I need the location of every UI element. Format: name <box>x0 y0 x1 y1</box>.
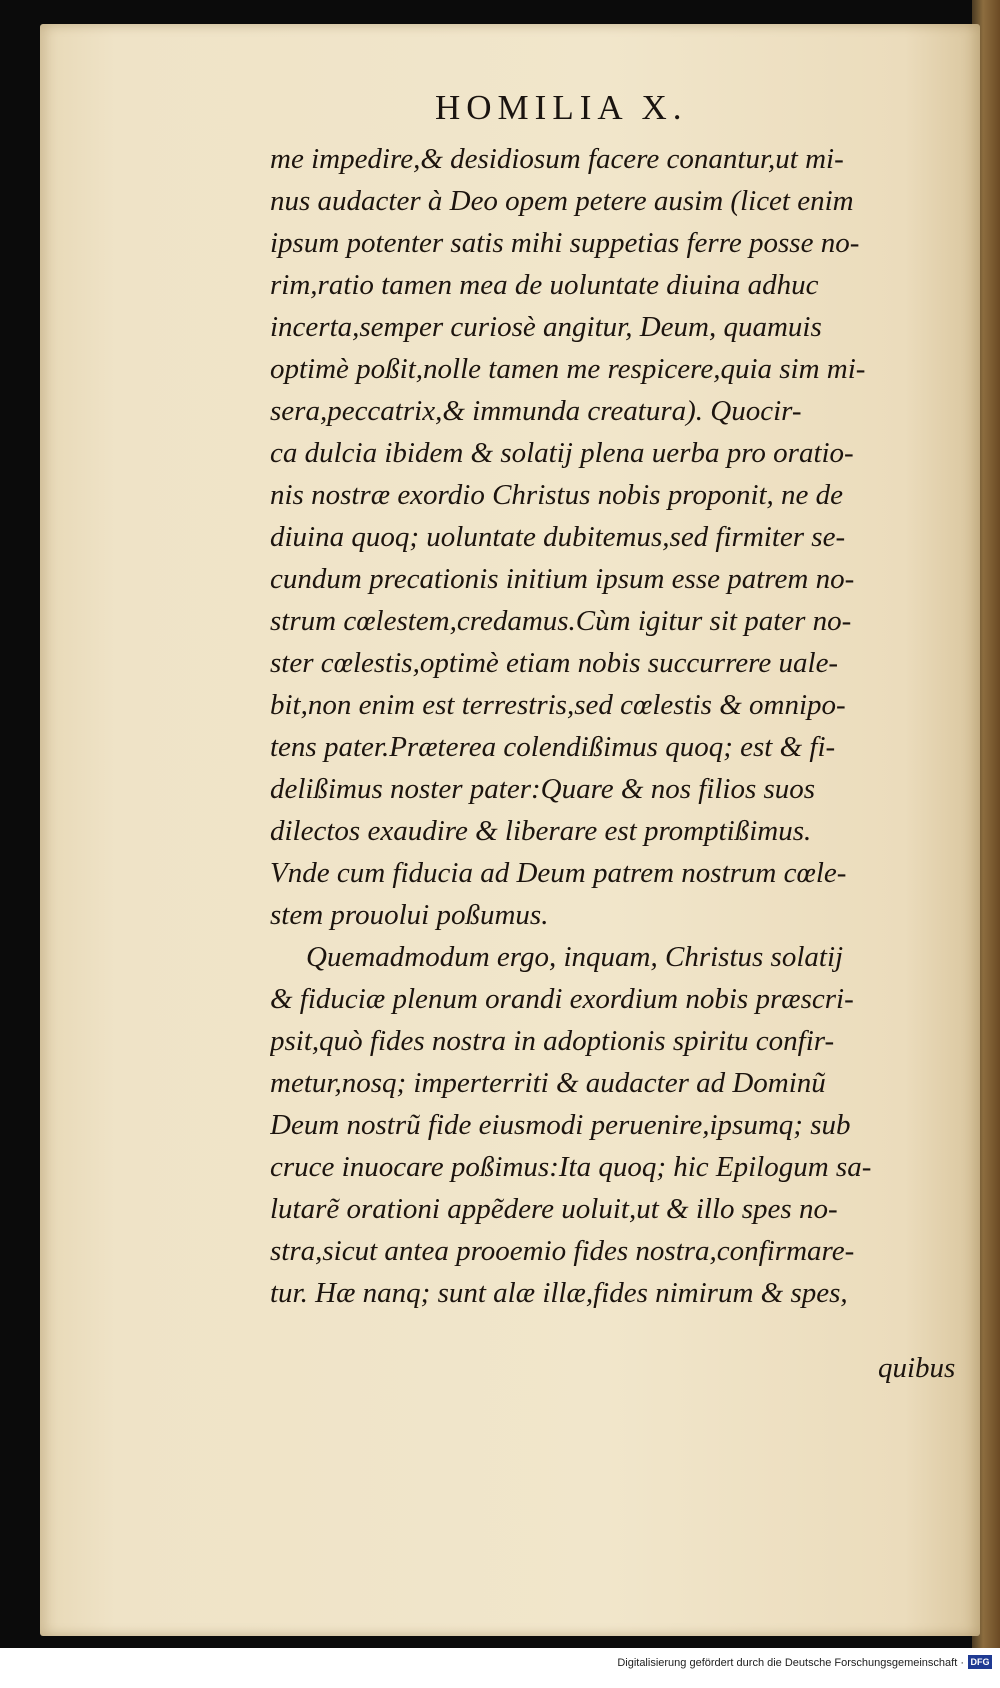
text-line: cundum precationis initium ipsum esse patrem no- <box>270 563 855 595</box>
text-line: cruce inuocare poßimus:Ita quoq; hic Epilogum sa- <box>270 1151 872 1183</box>
catchword: quibus <box>878 1352 956 1384</box>
text-line: & fiduciæ plenum orandi exordium nobis præscri- <box>270 983 854 1015</box>
text-line: metur,nosq; imperterriti & audacter ad Dominũ <box>270 1067 826 1099</box>
text-line: stra,sicut antea prooemio fides nostra,confirmare- <box>270 1235 855 1267</box>
text-line: psit,quò fides nostra in adoptionis spiritu confir- <box>270 1025 835 1057</box>
text-line: me impedire,& desidiosum facere conantur,ut mi- <box>270 143 844 175</box>
dfg-logo: DFG <box>968 1655 992 1669</box>
funding-credit: Digitalisierung gefördert durch die Deutsche Forschungsgemeinschaft · <box>617 1657 964 1669</box>
text-line: strum cœlestem,credamus.Cùm igitur sit pater no- <box>270 605 852 637</box>
text-line: delißimus noster pater:Quare & nos filios suos <box>270 773 816 805</box>
running-head: HOMILIA X. <box>435 88 688 127</box>
text-line: tens pater.Præterea colendißimus quoq; est & fi- <box>270 731 836 763</box>
text-line: ster cœlestis,optimè etiam nobis succurrere uale- <box>270 647 839 679</box>
text-line: dilectos exaudire & liberare est promptißimus. <box>270 815 812 847</box>
text-line: sera,peccatrix,& immunda creatura). Quocir- <box>270 395 802 427</box>
text-line: diuina quoq; uoluntate dubitemus,sed firmiter se- <box>270 521 846 553</box>
paragraph-start-line: Quemadmodum ergo, inquam, Christus solatij <box>306 941 844 973</box>
text-line: bit,non enim est terrestris,sed cœlestis & omnipo- <box>270 689 846 721</box>
text-line: nus audacter à Deo opem petere ausim (licet enim <box>270 185 854 217</box>
text-line: tur. Hæ nanq; sunt alæ illæ,fides nimirum & spes, <box>270 1277 848 1309</box>
text-line: optimè poßit,nolle tamen me respicere,quia sim mi- <box>270 353 866 385</box>
text-line: Deum nostrũ fide eiusmodi peruenire,ipsumq; sub <box>270 1109 851 1141</box>
text-line: nis nostræ exordio Christus nobis proponit, ne de <box>270 479 844 511</box>
text-line: lutarẽ orationi appẽdere uoluit,ut & illo spes no- <box>270 1193 838 1225</box>
body-text <box>270 138 960 1314</box>
text-line: ipsum potenter satis mihi suppetias ferre posse no- <box>270 227 860 259</box>
text-line: stem prouolui poßumus. <box>270 899 549 931</box>
text-line: incerta,semper curiosè angitur, Deum, quamuis <box>270 311 822 343</box>
text-line: ca dulcia ibidem & solatij plena uerba pro oratio- <box>270 437 854 469</box>
text-line: Vnde cum fiducia ad Deum patrem nostrum cœle- <box>270 857 847 889</box>
digitization-footer <box>0 1648 1000 1688</box>
text-line: rim,ratio tamen mea de uoluntate diuina adhuc <box>270 269 819 301</box>
